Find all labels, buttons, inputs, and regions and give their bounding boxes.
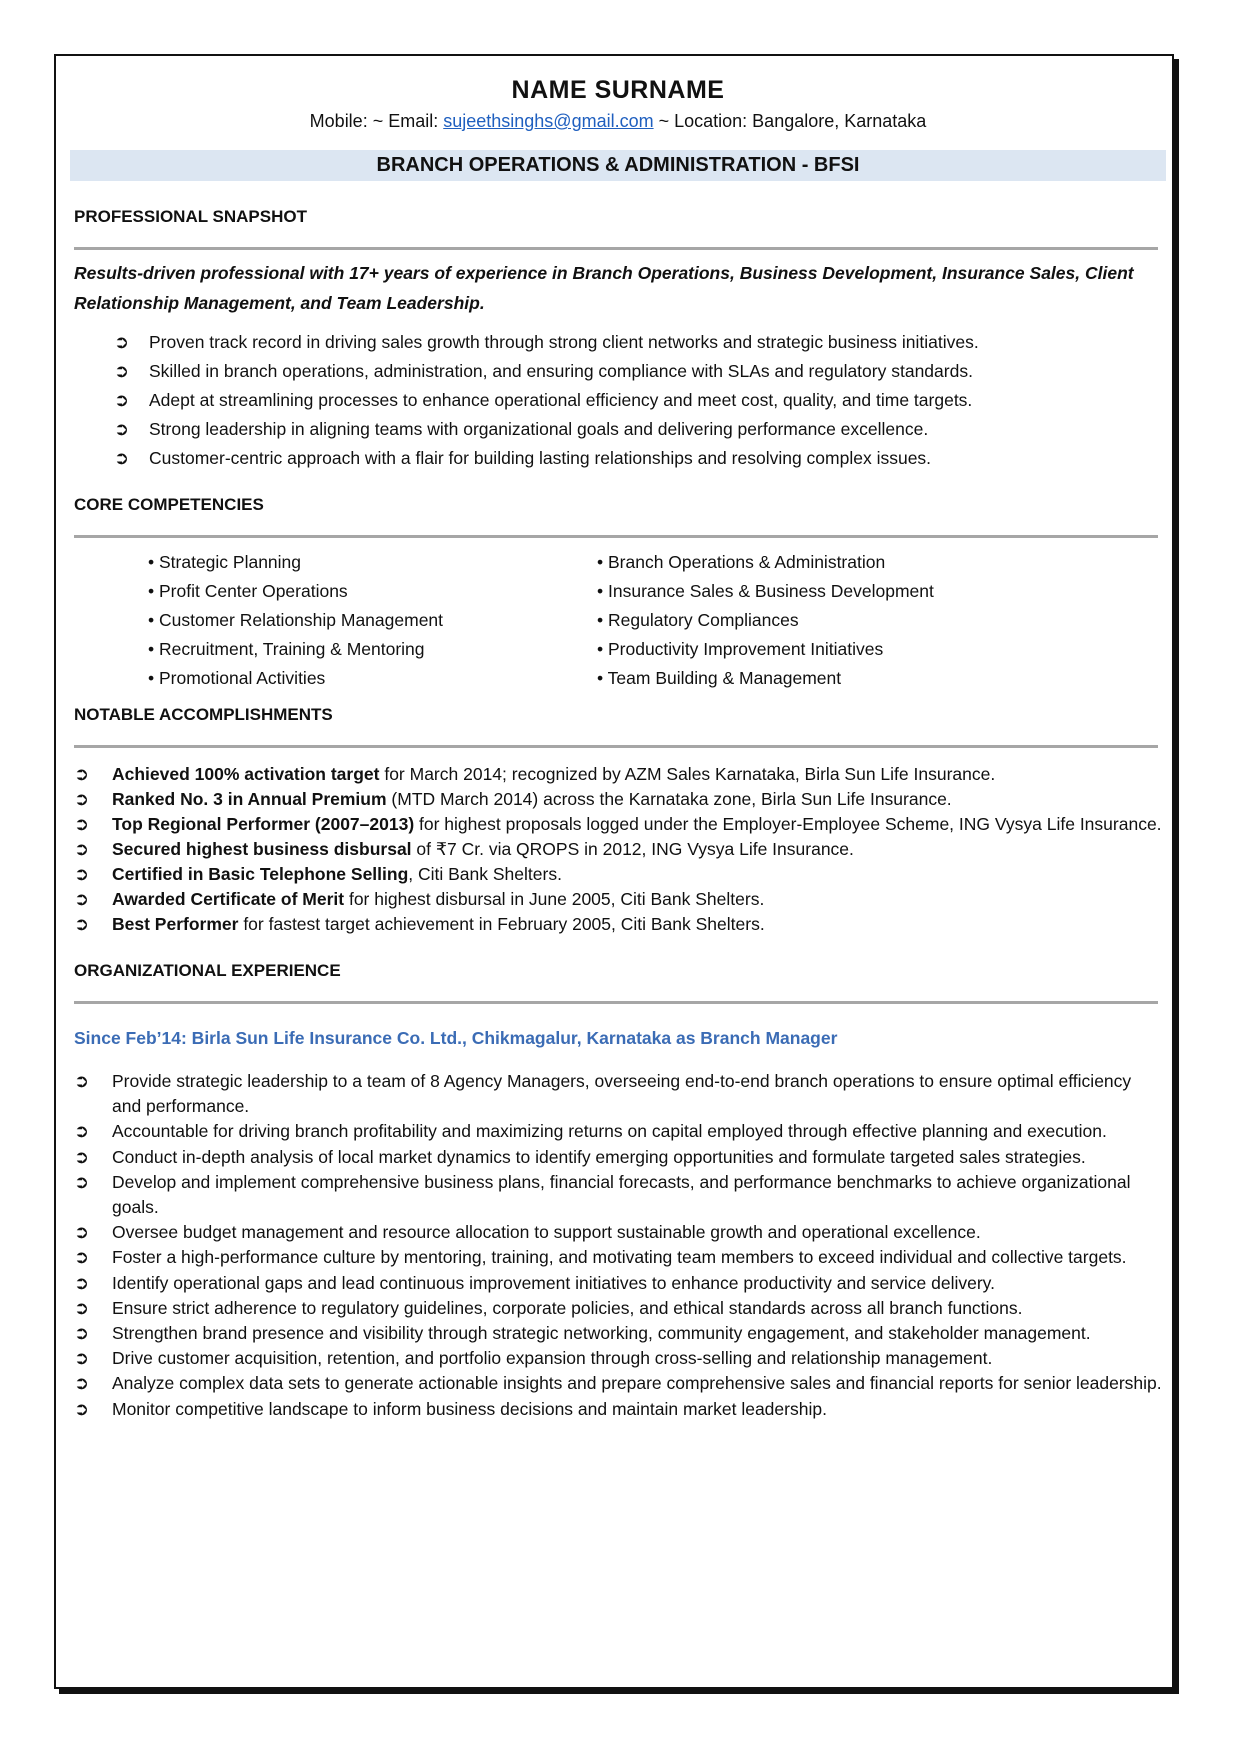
- contact-suffix: ~ Location: Bangalore, Karnataka: [653, 111, 927, 131]
- competency-item: • Team Building & Management: [597, 668, 842, 688]
- list-item: ➲ Awarded Certificate of Merit for highest disbursal in June 2005, Citi Bank Shelters.: [74, 887, 1162, 912]
- section-divider: [74, 247, 1158, 250]
- arrow-bullet-icon: ➲: [74, 1272, 90, 1293]
- arrow-bullet-icon: ➲: [74, 1071, 90, 1091]
- headline-banner: BRANCH OPERATIONS & ADMINISTRATION - BFSI: [70, 150, 1166, 181]
- list-item: ➲ Provide strategic leadership to a team of 8 Agency Managers, overseeing end-to-end branch operations to ensure optimal efficiency and performance.: [74, 1071, 1132, 1117]
- list-item: ➲ Strengthen brand presence and visibility through strategic networking, community engagement, and stakeholder management.: [74, 1321, 1162, 1346]
- accomplishments-title: NOTABLE ACCOMPLISHMENTS: [74, 705, 333, 724]
- list-item: ➲ Secured highest business disbursal of ₹7 Cr. via QROPS in 2012, ING Vysya Life Insurance.: [74, 837, 1162, 862]
- arrow-bullet-icon: ➲: [74, 1398, 90, 1419]
- list-item: ➲ Best Performer for fastest target achievement in February 2005, Citi Bank Shelters.: [74, 912, 1162, 937]
- snapshot-summary: Results-driven professional with 17+ years of experience in Branch Operations, Business Development, Insurance Sales, Client Relationship Management, and Team Leadership.: [74, 263, 1134, 313]
- role-heading: Since Feb’14: Birla Sun Life Insurance Co. Ltd., Chikmagalur, Karnataka as Branch Manager: [74, 1028, 838, 1048]
- arrow-bullet-icon: ➲: [74, 1171, 90, 1192]
- list-item: ➲ Accountable for driving branch profitability and maximizing returns on capital employed through effective planning and execution.: [74, 1119, 1162, 1144]
- competency-item: • Recruitment, Training & Mentoring: [148, 639, 425, 659]
- competency-item: • Regulatory Compliances: [597, 610, 799, 630]
- competency-item: • Customer Relationship Management: [148, 610, 444, 630]
- email-link[interactable]: sujeethsinghs@gmail.com: [443, 111, 654, 131]
- arrow-bullet-icon: ➲: [74, 1348, 90, 1369]
- competency-item: • Insurance Sales & Business Development: [597, 581, 934, 601]
- arrow-bullet-icon: ➲: [74, 864, 90, 884]
- section-divider: [74, 1001, 1158, 1004]
- arrow-bullet-icon: ➲: [74, 1121, 90, 1142]
- arrow-bullet-icon: ➲: [74, 1297, 90, 1318]
- arrow-bullet-icon: ➲: [74, 814, 90, 834]
- arrow-bullet-icon: ➲: [74, 764, 90, 784]
- arrow-bullet-icon: ➲: [74, 789, 90, 809]
- snapshot-title: PROFESSIONAL SNAPSHOT: [74, 207, 307, 226]
- contact-line: [74, 111, 1162, 132]
- arrow-bullet-icon: ➲: [74, 839, 90, 859]
- resume-content: [74, 74, 1162, 1422]
- list-item: ➲ Ranked No. 3 in Annual Premium (MTD March 2014) across the Karnataka zone, Birla Sun Life Insurance.: [74, 787, 1162, 812]
- experience-title: ORGANIZATIONAL EXPERIENCE: [74, 961, 341, 980]
- arrow-bullet-icon: ➲: [114, 332, 130, 352]
- arrow-bullet-icon: ➲: [74, 889, 90, 909]
- list-item: ➲ Monitor competitive landscape to inform business decisions and maintain market leadership.: [74, 1397, 1162, 1422]
- arrow-bullet-icon: ➲: [74, 1222, 90, 1243]
- experience-list: [74, 1069, 1162, 1422]
- arrow-bullet-icon: ➲: [114, 361, 130, 381]
- competency-item: • Promotional Activities: [148, 668, 326, 688]
- arrow-bullet-icon: ➲: [114, 419, 130, 439]
- arrow-bullet-icon: ➲: [74, 914, 90, 934]
- list-item: ➲ Ensure strict adherence to regulatory guidelines, corporate policies, and ethical standards across all branch functions.: [74, 1296, 1162, 1321]
- list-item: ➲ Conduct in-depth analysis of local market dynamics to identify emerging opportunities and formulate targeted sales strategies.: [74, 1145, 1162, 1170]
- competency-item: • Productivity Improvement Initiatives: [597, 639, 884, 659]
- list-item: ➲ Achieved 100% activation target for March 2014; recognized by AZM Sales Karnataka, Birla Sun Life Insurance.: [74, 762, 1162, 787]
- list-item: ➲ Oversee budget management and resource allocation to support sustainable growth and operational excellence.: [74, 1220, 1162, 1245]
- competency-item: • Branch Operations & Administration: [597, 552, 886, 572]
- arrow-bullet-icon: ➲: [74, 1323, 90, 1344]
- list-item: ➲ Customer-centric approach with a flair for building lasting relationships and resolving complex issues.: [74, 444, 1162, 473]
- candidate-name: NAME SURNAME: [511, 76, 725, 104]
- competency-item: • Profit Center Operations: [148, 581, 348, 601]
- section-divider: [74, 535, 1158, 538]
- list-item: ➲ Foster a high-performance culture by mentoring, training, and motivating team members to exceed individual and collective targets.: [74, 1245, 1162, 1270]
- arrow-bullet-icon: ➲: [74, 1373, 90, 1394]
- list-item: ➲ Identify operational gaps and lead continuous improvement initiatives to enhance productivity and service delivery.: [74, 1271, 1162, 1296]
- list-item: ➲ Adept at streamlining processes to enhance operational efficiency and meet cost, quality, and time targets.: [74, 386, 1162, 415]
- arrow-bullet-icon: ➲: [114, 390, 130, 410]
- list-item: ➲ Drive customer acquisition, retention, and portfolio expansion through cross-selling and relationship management.: [74, 1346, 1162, 1371]
- competency-item: • Strategic Planning: [148, 552, 302, 572]
- contact-prefix: Mobile: ~ Email:: [309, 111, 444, 131]
- list-item: ➲ Strong leadership in aligning teams with organizational goals and delivering performance excellence.: [74, 415, 1162, 444]
- arrow-bullet-icon: ➲: [114, 448, 130, 468]
- list-item: ➲ Top Regional Performer (2007–2013) for highest proposals logged under the Employer-Employee Scheme, ING Vysya Life Insurance.: [74, 812, 1162, 837]
- arrow-bullet-icon: ➲: [74, 1247, 90, 1268]
- list-item: ➲ Proven track record in driving sales growth through strong client networks and strategic business initiatives.: [74, 328, 1162, 357]
- list-item: ➲ Certified in Basic Telephone Selling, Citi Bank Shelters.: [74, 862, 1162, 887]
- competencies-right-column: [597, 548, 934, 693]
- competencies-title: CORE COMPETENCIES: [74, 495, 264, 514]
- competencies-grid: [74, 548, 1162, 693]
- list-item: ➲ Develop and implement comprehensive business plans, financial forecasts, and performance benchmarks to achieve organizational goals.: [74, 1171, 1131, 1218]
- competencies-left-column: [148, 548, 597, 693]
- arrow-bullet-icon: ➲: [74, 1146, 90, 1167]
- accomplishments-list: [74, 762, 1162, 937]
- list-item: ➲ Skilled in branch operations, administration, and ensuring compliance with SLAs and regulatory standards.: [74, 357, 1162, 386]
- snapshot-list: [74, 328, 1162, 473]
- list-item: ➲ Analyze complex data sets to generate actionable insights and prepare comprehensive sales and financial reports for senior leadership.: [74, 1371, 1162, 1396]
- section-divider: [74, 745, 1158, 748]
